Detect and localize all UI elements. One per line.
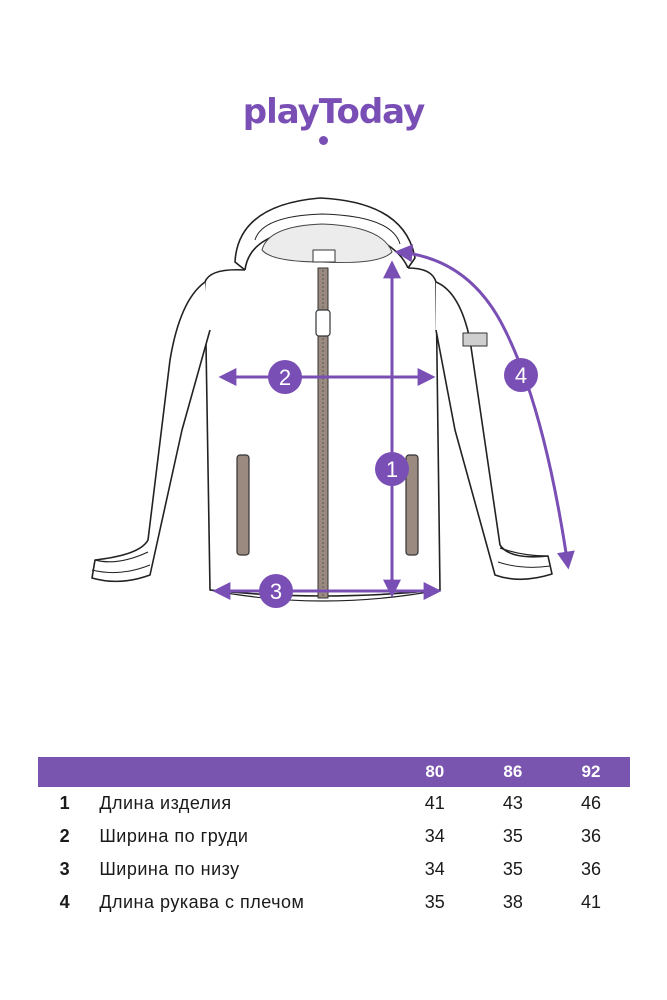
table-row	[38, 787, 630, 820]
row-value: 35	[502, 859, 523, 879]
svg-text:4: 4	[514, 363, 528, 388]
row-number: 2	[59, 826, 70, 846]
row-value: 46	[580, 793, 601, 813]
row-label: Длина изделия	[99, 793, 232, 813]
row-value: 36	[580, 859, 601, 879]
row-number: 3	[59, 859, 70, 879]
svg-text:2: 2	[278, 365, 292, 390]
row-value: 38	[502, 892, 523, 912]
marker-3	[259, 574, 293, 608]
svg-text:1: 1	[385, 457, 399, 482]
row-value: 41	[424, 793, 445, 813]
row-value: 43	[502, 793, 523, 813]
table-row	[38, 886, 630, 919]
row-number: 4	[59, 892, 70, 912]
row-label: Ширина по груди	[99, 826, 249, 846]
row-number: 1	[59, 793, 70, 813]
row-label: Ширина по низу	[99, 859, 240, 879]
header-blank-label	[91, 757, 395, 787]
row-value: 35	[502, 826, 523, 846]
row-value: 36	[580, 826, 601, 846]
size-header: 86	[503, 762, 523, 781]
row-value: 41	[580, 892, 601, 912]
size-table	[38, 757, 630, 919]
row-value: 34	[424, 859, 445, 879]
svg-text:3: 3	[269, 579, 283, 604]
size-header: 80	[425, 762, 445, 781]
marker-4	[504, 358, 538, 392]
header-blank	[38, 757, 91, 787]
marker-1	[375, 452, 409, 486]
row-label: Длина рукава с плечом	[99, 892, 305, 912]
row-value: 34	[424, 826, 445, 846]
brand-logo: playToday	[242, 92, 425, 132]
table-row	[38, 853, 630, 886]
marker-2	[268, 360, 302, 394]
size-table-header	[38, 757, 630, 787]
row-value: 35	[424, 892, 445, 912]
jacket-outline	[92, 198, 552, 601]
size-header: 92	[581, 762, 601, 781]
table-row	[38, 820, 630, 853]
